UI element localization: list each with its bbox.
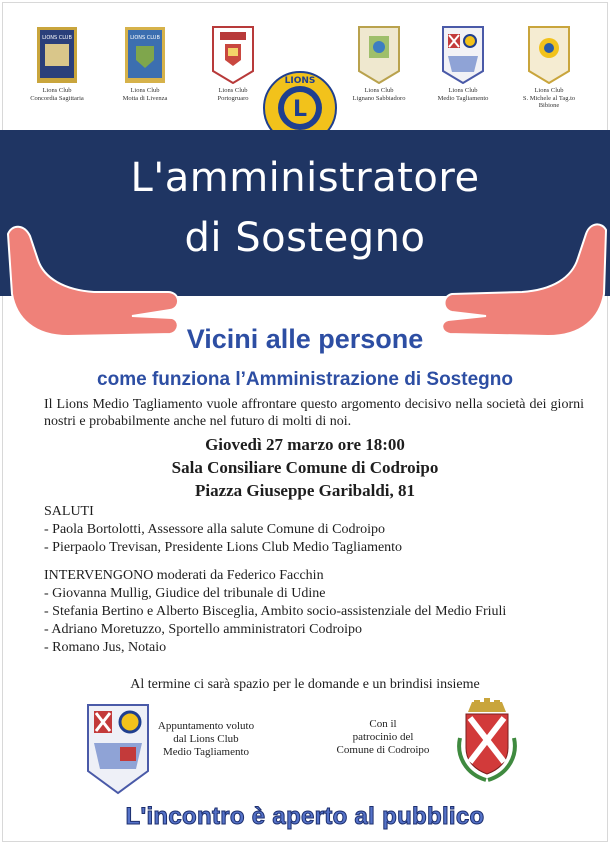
svg-text:LIONS: LIONS — [284, 76, 316, 86]
right-hand-icon — [442, 220, 610, 340]
club-caption-1: Lions Club Concordia Sagittaria — [30, 87, 84, 102]
club-caption-4: Lions Club Lignano Sabbiadoro — [352, 87, 406, 102]
intervengono-section — [44, 567, 506, 657]
pennant-icon — [36, 26, 78, 84]
closing-note: Al termine ci sarà spazio per le domande e un brindisi insieme — [130, 677, 480, 692]
club-caption-6: Lions Club S. Michele al Tag.to Bibione — [522, 87, 576, 109]
club-pennant-san-michele — [504, 26, 594, 110]
club-caption-2: Lions Club Motta di Livenza — [122, 87, 168, 102]
speaker-item: - Romano Jus, Notaio — [44, 640, 167, 655]
patrocinio-note: Con il patrocinio del Comune di Codroipo — [336, 718, 430, 756]
event-address: Piazza Giuseppe Garibaldi, 81 — [194, 481, 416, 500]
pennant-icon — [442, 26, 484, 84]
svg-text:L: L — [292, 97, 308, 122]
svg-text:LIONS CLUB: LIONS CLUB — [130, 35, 160, 41]
svg-text:LIONS CLUB: LIONS CLUB — [42, 35, 72, 41]
saluti-item: - Pierpaolo Trevisan, Presidente Lions Club Medio Tagliamento — [44, 540, 403, 555]
club-pennant-lignano — [334, 26, 424, 102]
banner-title-line2: di Sostegno — [184, 215, 426, 261]
club-caption-3: Lions Club Portogruaro — [217, 87, 249, 102]
medio-tagliamento-pennant-icon — [86, 703, 150, 795]
club-pennant-medio-tagliamento — [418, 26, 508, 102]
pennant-icon — [124, 26, 166, 84]
pennant-icon — [358, 26, 400, 84]
open-to-public-banner: L'incontro è aperto al pubblico — [125, 803, 485, 830]
subheadline: come funziona l’Amministrazione di Sostegno — [97, 369, 513, 390]
speaker-item: - Giovanna Mullig, Giudice del tribunale di Udine — [44, 586, 326, 601]
event-datetime: Giovedì 27 marzo ore 18:00 — [205, 435, 405, 454]
appuntamento-note: Appuntamento voluto dal Lions Club Medio Tagliamento — [157, 720, 255, 758]
pennant-icon — [528, 26, 570, 84]
club-caption-5: Lions Club Medio Tagliamento — [437, 87, 489, 102]
banner-title-line1: L'amministratore — [130, 155, 480, 201]
saluti-item: - Paola Bortolotti, Assessore alla salute Comune di Codroipo — [44, 522, 386, 537]
codroipo-crest-icon — [454, 698, 520, 782]
speaker-item: - Adriano Moretuzzo, Sportello amministratori Codroipo — [44, 622, 363, 637]
club-pennant-concordia — [12, 26, 102, 102]
headline: Vicini alle persone — [186, 324, 424, 354]
pennant-icon — [212, 26, 254, 84]
event-venue: Sala Consiliare Comune di Codroipo — [171, 458, 439, 477]
club-pennant-motta — [100, 26, 190, 102]
intervengono-title: INTERVENGONO moderati da Federico Facchin — [44, 568, 324, 583]
saluti-title: SALUTI — [44, 504, 94, 519]
left-hand-icon — [4, 220, 184, 340]
saluti-section — [44, 503, 402, 557]
speaker-item: - Stefania Bertino e Alberto Bisceglia, Ambito socio-assistenziale del Medio Friuli — [44, 604, 507, 619]
intro-paragraph: Il Lions Medio Tagliamento vuole affrontare questo argomento decisivo nella società dei giorni nostri e probabilmente anche nel futuro di molti di noi. — [44, 397, 584, 429]
